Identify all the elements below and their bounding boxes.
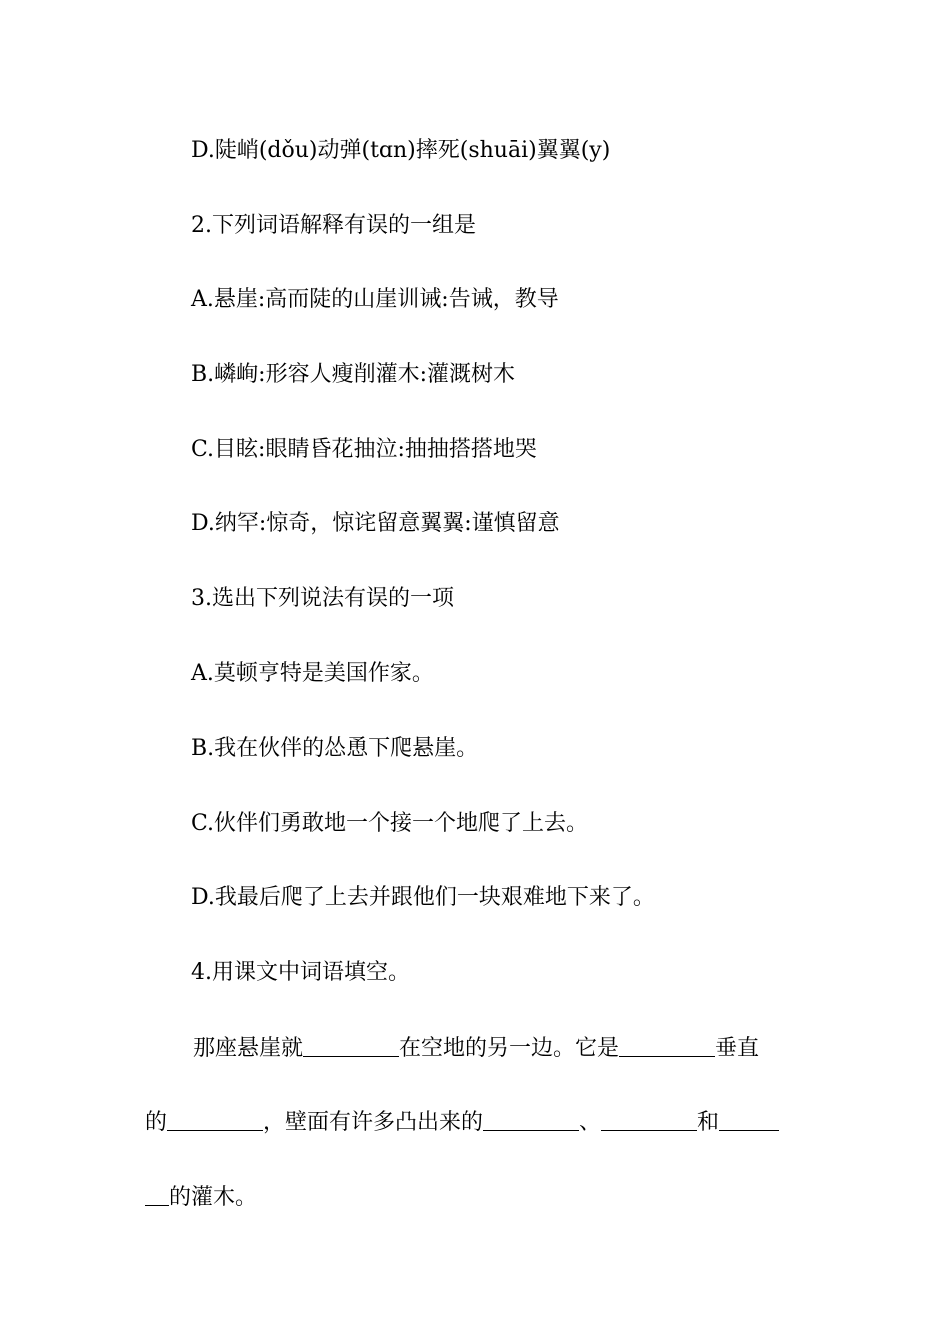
fill-row-2 [145, 1108, 779, 1138]
answer-blank[interactable] [619, 1034, 715, 1057]
q2-option-a: A.悬崖:高而陡的山崖训诫:告诫，教导 [191, 287, 559, 312]
fill-text: 的灌木。 [169, 1185, 258, 1210]
answer-blank[interactable] [719, 1108, 779, 1131]
fill-in-paragraph [145, 1034, 807, 1214]
question-3: 3.选出下列说法有误的一项 [191, 586, 454, 611]
answer-blank[interactable] [601, 1108, 697, 1131]
fill-row-3 [145, 1183, 257, 1213]
fill-text: 、 [579, 1110, 602, 1135]
fill-text: 的 [145, 1110, 168, 1135]
answer-blank[interactable] [167, 1108, 263, 1131]
fill-row-1 [193, 1034, 759, 1064]
answer-blank-continued[interactable] [145, 1183, 169, 1206]
fill-text: ，壁面有许多凸出来的 [263, 1110, 484, 1135]
question-4: 4.用课文中词语填空。 [191, 960, 410, 985]
q2-option-c: C.目眩:眼睛昏花抽泣:抽抽搭搭地哭 [191, 437, 537, 462]
fill-text: 和 [697, 1110, 720, 1135]
question-2: 2.下列词语解释有误的一组是 [191, 213, 476, 238]
answer-blank[interactable] [483, 1108, 579, 1131]
q2-option-b: B.嶙峋:形容人瘦削灌木:灌溉树木 [191, 362, 515, 387]
fill-text: 垂直 [715, 1036, 760, 1061]
fill-text: 那座悬崖就 [193, 1036, 304, 1061]
option-d-pinyin: D.陡峭(dǒu)动弹(tɑn)摔死(shuāi)翼翼(y) [191, 138, 611, 163]
q3-option-a: A.莫顿亨特是美国作家。 [191, 661, 434, 686]
q3-option-c: C.伙伴们勇敢地一个接一个地爬了上去。 [191, 811, 589, 836]
fill-text: 在空地的另一边。它是 [399, 1036, 620, 1061]
q2-option-d: D.纳罕:惊奇，惊诧留意翼翼:谨慎留意 [191, 511, 560, 536]
q3-option-d: D.我最后爬了上去并跟他们一块艰难地下来了。 [191, 885, 655, 910]
q3-option-b: B.我在伙伴的怂恿下爬悬崖。 [191, 736, 479, 761]
answer-blank[interactable] [303, 1034, 399, 1057]
